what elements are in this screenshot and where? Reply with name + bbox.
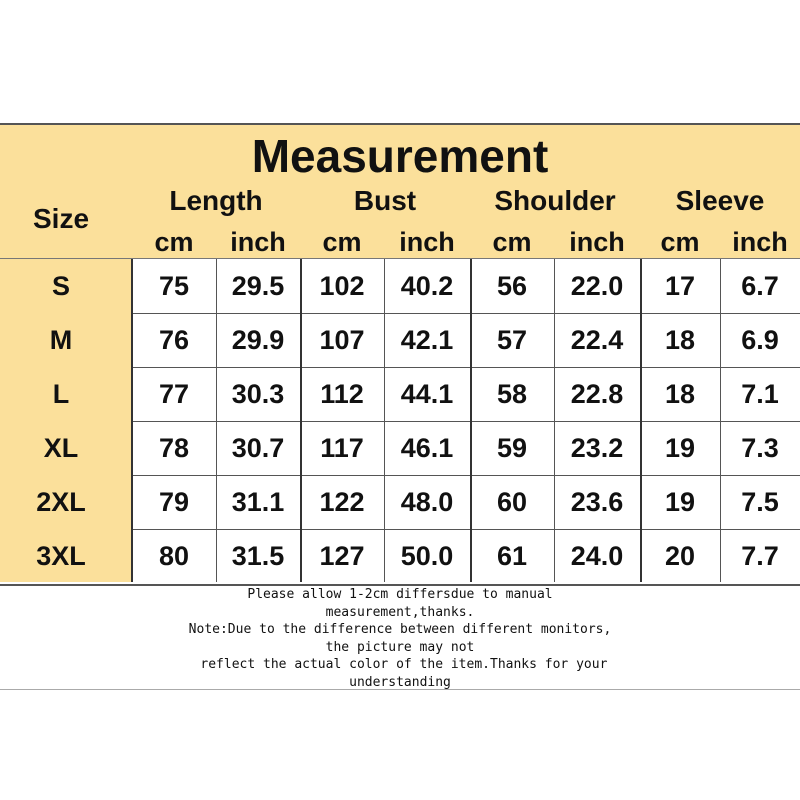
note-line: reflect the actual color of the item.Thanks for your bbox=[192, 657, 608, 673]
table-cell: 117 bbox=[320, 433, 364, 463]
table-cell: 6.9 bbox=[741, 325, 779, 355]
size-label: M bbox=[49, 325, 73, 355]
table-cell: 30.3 bbox=[231, 379, 285, 409]
table-header bbox=[0, 123, 800, 259]
table-cell: 61 bbox=[496, 541, 528, 571]
table-cell: 18 bbox=[664, 325, 696, 355]
table-cell: 76 bbox=[158, 325, 190, 355]
table-cell: 102 bbox=[319, 271, 365, 301]
column-header-bust: Bust bbox=[353, 185, 417, 216]
table-row bbox=[0, 475, 800, 529]
note-line: Please allow 1-2cm differsdue to manual bbox=[247, 587, 553, 602]
size-column-header: Size bbox=[32, 203, 90, 234]
table-cell: 40.2 bbox=[400, 271, 454, 301]
table-cell: 24.0 bbox=[570, 541, 624, 571]
note-line: Note:Due to the difference between different monitors, bbox=[188, 622, 612, 638]
table-cell: 78 bbox=[158, 433, 190, 463]
table-cell: 75 bbox=[158, 271, 190, 301]
size-column-divider bbox=[131, 259, 133, 582]
table-cell: 42.1 bbox=[400, 325, 454, 355]
table-cell: 59 bbox=[496, 433, 528, 463]
table-cell: 46.1 bbox=[400, 433, 454, 463]
table-cell: 48.0 bbox=[400, 487, 454, 517]
row-divider bbox=[132, 529, 800, 530]
column-header-length: Length bbox=[169, 185, 263, 216]
row-divider bbox=[132, 475, 800, 476]
table-cell: 30.7 bbox=[231, 433, 285, 463]
table-row bbox=[0, 313, 800, 367]
unit-label: cm bbox=[322, 227, 362, 257]
table-cell: 31.1 bbox=[231, 487, 285, 517]
table-row bbox=[0, 259, 800, 313]
chart-title: Measurement bbox=[251, 130, 549, 182]
note-line: understanding bbox=[349, 674, 451, 690]
table-cell: 22.0 bbox=[570, 271, 624, 301]
size-chart bbox=[0, 123, 800, 690]
size-label: L bbox=[52, 379, 70, 409]
column-header-shoulder: Shoulder bbox=[494, 185, 616, 216]
unit-label: inch bbox=[399, 227, 455, 257]
table-cell: 19 bbox=[664, 487, 696, 517]
size-label: S bbox=[51, 271, 70, 301]
table-cell: 6.7 bbox=[741, 271, 779, 301]
measurement-note bbox=[0, 584, 800, 690]
unit-label: inch bbox=[732, 227, 788, 257]
table-cell: 57 bbox=[496, 325, 528, 355]
table-row bbox=[0, 529, 800, 583]
table-cell: 22.4 bbox=[570, 325, 624, 355]
column-divider bbox=[640, 259, 642, 582]
table-cell: 7.1 bbox=[741, 379, 779, 409]
table-cell: 56 bbox=[496, 271, 528, 301]
unit-label: inch bbox=[569, 227, 625, 257]
table-cell: 50.0 bbox=[400, 541, 454, 571]
table-cell: 7.7 bbox=[741, 541, 779, 571]
table-cell: 122 bbox=[319, 487, 365, 517]
table-row bbox=[0, 421, 800, 475]
table-cell: 23.2 bbox=[570, 433, 624, 463]
table-cell: 29.5 bbox=[231, 271, 285, 301]
column-divider bbox=[384, 259, 385, 582]
unit-label: cm bbox=[154, 227, 194, 257]
unit-label: inch bbox=[230, 227, 286, 257]
table-cell: 112 bbox=[320, 379, 364, 409]
column-divider bbox=[300, 259, 302, 582]
size-label: 3XL bbox=[36, 541, 86, 571]
row-divider bbox=[132, 313, 800, 314]
table-cell: 7.5 bbox=[741, 487, 779, 517]
table-cell: 20 bbox=[664, 541, 696, 571]
column-divider bbox=[554, 259, 555, 582]
row-divider bbox=[132, 421, 800, 422]
unit-label: cm bbox=[660, 227, 700, 257]
table-cell: 22.8 bbox=[570, 379, 624, 409]
table-cell: 18 bbox=[664, 379, 696, 409]
table-cell: 127 bbox=[319, 541, 365, 571]
table-cell: 107 bbox=[319, 325, 365, 355]
row-divider bbox=[132, 367, 800, 368]
table-cell: 79 bbox=[158, 487, 190, 517]
column-divider bbox=[216, 259, 217, 582]
column-divider bbox=[470, 259, 472, 582]
table-cell: 31.5 bbox=[231, 541, 285, 571]
size-label: XL bbox=[43, 433, 79, 463]
column-header-sleeve: Sleeve bbox=[675, 185, 765, 216]
table-cell: 58 bbox=[496, 379, 528, 409]
note-line: the picture may not bbox=[325, 639, 475, 655]
note-line: measurement,thanks. bbox=[325, 604, 475, 620]
table-cell: 29.9 bbox=[231, 325, 285, 355]
table-cell: 60 bbox=[496, 487, 528, 517]
table-cell: 77 bbox=[158, 379, 190, 409]
column-divider bbox=[720, 259, 721, 582]
table-cell: 44.1 bbox=[400, 379, 454, 409]
table-cell: 7.3 bbox=[741, 433, 779, 463]
table-row bbox=[0, 367, 800, 421]
table-cell: 80 bbox=[158, 541, 190, 571]
table-cell: 17 bbox=[664, 271, 696, 301]
table-cell: 19 bbox=[664, 433, 696, 463]
unit-label: cm bbox=[492, 227, 532, 257]
table-cell: 23.6 bbox=[570, 487, 624, 517]
size-label: 2XL bbox=[36, 487, 86, 517]
